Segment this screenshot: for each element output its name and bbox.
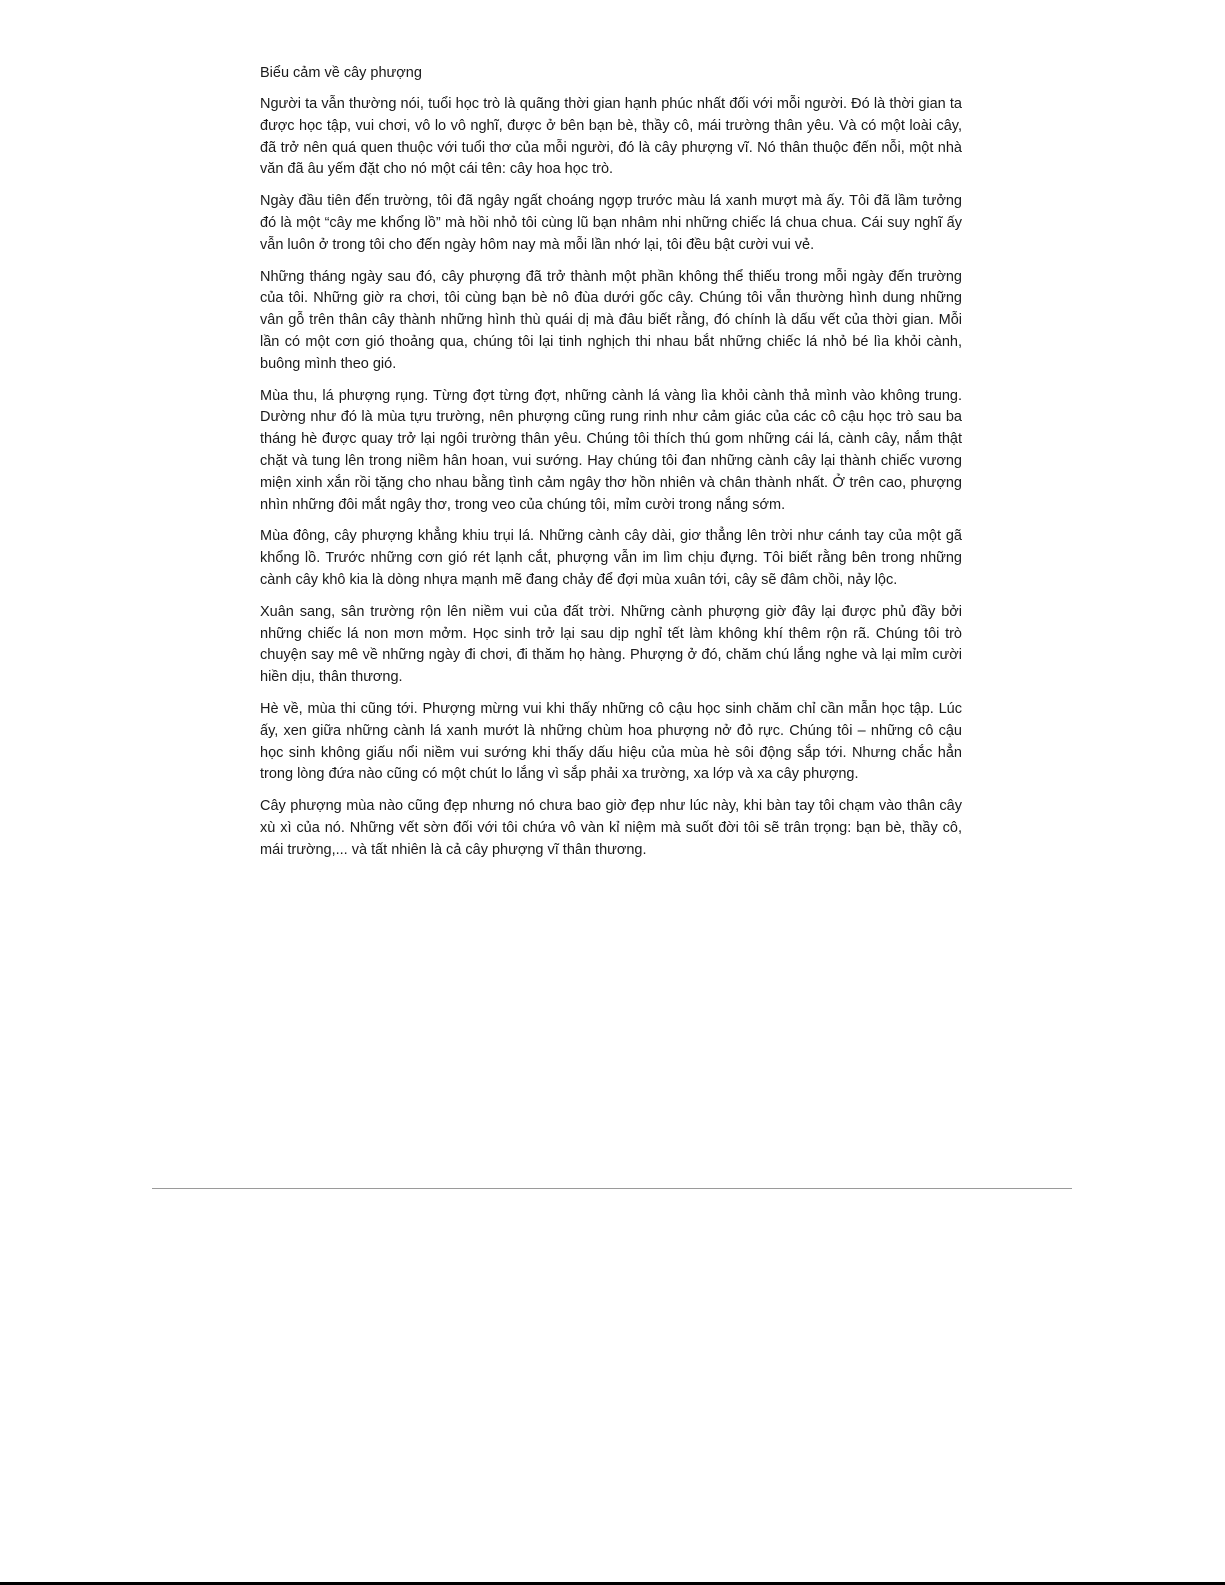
paragraph-5: Mùa đông, cây phượng khẳng khiu trụi lá. Những cành cây dài, giơ thẳng lên trời như cánh tay của một gã khổng lồ. Trước những cơn gió rét lạnh cắt, phượng vẫn im lìm chịu đựng. Tôi biết rằng bên trong những cành cây khô kia là dòng nhựa mạnh mẽ đang chảy để đợi mùa xuân tới, cây sẽ đâm chồi, nảy lộc. (260, 528, 962, 588)
page-break-divider (152, 1188, 1072, 1189)
paragraph-1: Người ta vẫn thường nói, tuổi học trò là quãng thời gian hạnh phúc nhất đối với mỗi người. Đó là thời gian ta được học tập, vui chơi, vô lo vô nghĩ, được ở bên bạn bè, thầy cô, mái trường thân yêu. Và có một loài cây, đã trở nên quá quen thuộc với tuổi thơ của mỗi người, đó là cây phượng vĩ. Nó thân thuộc đến nỗi, một nhà văn đã âu yếm đặt cho nó một cái tên: cây hoa học trò. (260, 96, 962, 178)
paragraph-8: Cây phượng mùa nào cũng đẹp nhưng nó chưa bao giờ đẹp như lúc này, khi bàn tay tôi chạm vào thân cây xù xì của nó. Những vết sờn đối với tôi chứa vô vàn kỉ niệm mà suốt đời tôi sẽ trân trọng: bạn bè, thầy cô, mái trường,... và tất nhiên là cả cây phượng vĩ thân thương. (260, 798, 962, 858)
paragraph-4: Mùa thu, lá phượng rụng. Từng đợt từng đợt, những cành lá vàng lìa khỏi cành thả mình vào không trung. Dường như đó là mùa tựu trường, nên phượng cũng rung rinh như cảm giác của các cô cậu học trò sau ba tháng hè được quay trở lại ngôi trường thân yêu. Chúng tôi thích thú gom những cái lá, cành cây, nắm thật chặt và tung lên trong niềm hân hoan, vui sướng. Hay chúng tôi đan những cành cây lại thành chiếc vương miện xinh xắn rồi tặng cho nhau bằng tình cảm ngây thơ hồn nhiên và chân thành nhất. Ở trên cao, phượng nhìn những đôi mắt ngây thơ, trong veo của chúng tôi, mỉm cười trong nắng sớm. (260, 387, 962, 513)
document-title: Biểu cảm về cây phượng (260, 65, 422, 81)
document-body (260, 62, 962, 872)
paragraph-6: Xuân sang, sân trường rộn lên niềm vui của đất trời. Những cành phượng giờ đây lại được phủ đầy bởi những chiếc lá non mơn mởm. Học sinh trở lại sau dịp nghỉ tết làm không khí thêm rộn rã. Chúng tôi trò chuyện say mê về những ngày đi chơi, đi thăm họ hàng. Phượng ở đó, chăm chú lắng nghe và lại mỉm cười hiền dịu, thân thương. (260, 603, 962, 686)
paragraph-3: Những tháng ngày sau đó, cây phượng đã trở thành một phần không thể thiếu trong mỗi ngày đến trường của tôi. Những giờ ra chơi, tôi cùng bạn bè nô đùa dưới gốc cây. Chúng tôi vẫn thường hình dung những vân gỗ trên thân cây thành những hình thù quái dị mà đâu biết rằng, đó chính là dấu vết của thời gian. Mỗi lần có một cơn gió thoảng qua, chúng tôi lại tinh nghịch thi nhau bắt những chiếc lá nhỏ bé lìa khỏi cành, buông mình theo gió. (260, 268, 962, 372)
paragraph-7: Hè về, mùa thi cũng tới. Phượng mừng vui khi thấy những cô cậu học sinh chăm chỉ cần mẫn học tập. Lúc ấy, xen giữa những cành lá xanh mướt là những chùm hoa phượng nở đỏ rực. Chúng tôi – những cô cậu học sinh không giấu nổi niềm vui sướng khi thấy dấu hiệu của mùa hè sôi động sắp tới. Nhưng chắc hẳn trong lòng đứa nào cũng có một chút lo lắng vì sắp phải xa trường, xa lớp và xa cây phượng. (260, 700, 962, 783)
paragraph-2: Ngày đầu tiên đến trường, tôi đã ngây ngất choáng ngợp trước màu lá xanh mượt mà ấy. Tôi đã lầm tưởng đó là một “cây me khổng lồ” mà hồi nhỏ tôi cùng lũ bạn nhâm nhi những chiếc lá chua chua. Cái suy nghĩ ấy vẫn luôn ở trong tôi cho đến ngày hôm nay mà mỗi lần nhớ lại, tôi đều bật cười vui vẻ. (260, 193, 962, 253)
